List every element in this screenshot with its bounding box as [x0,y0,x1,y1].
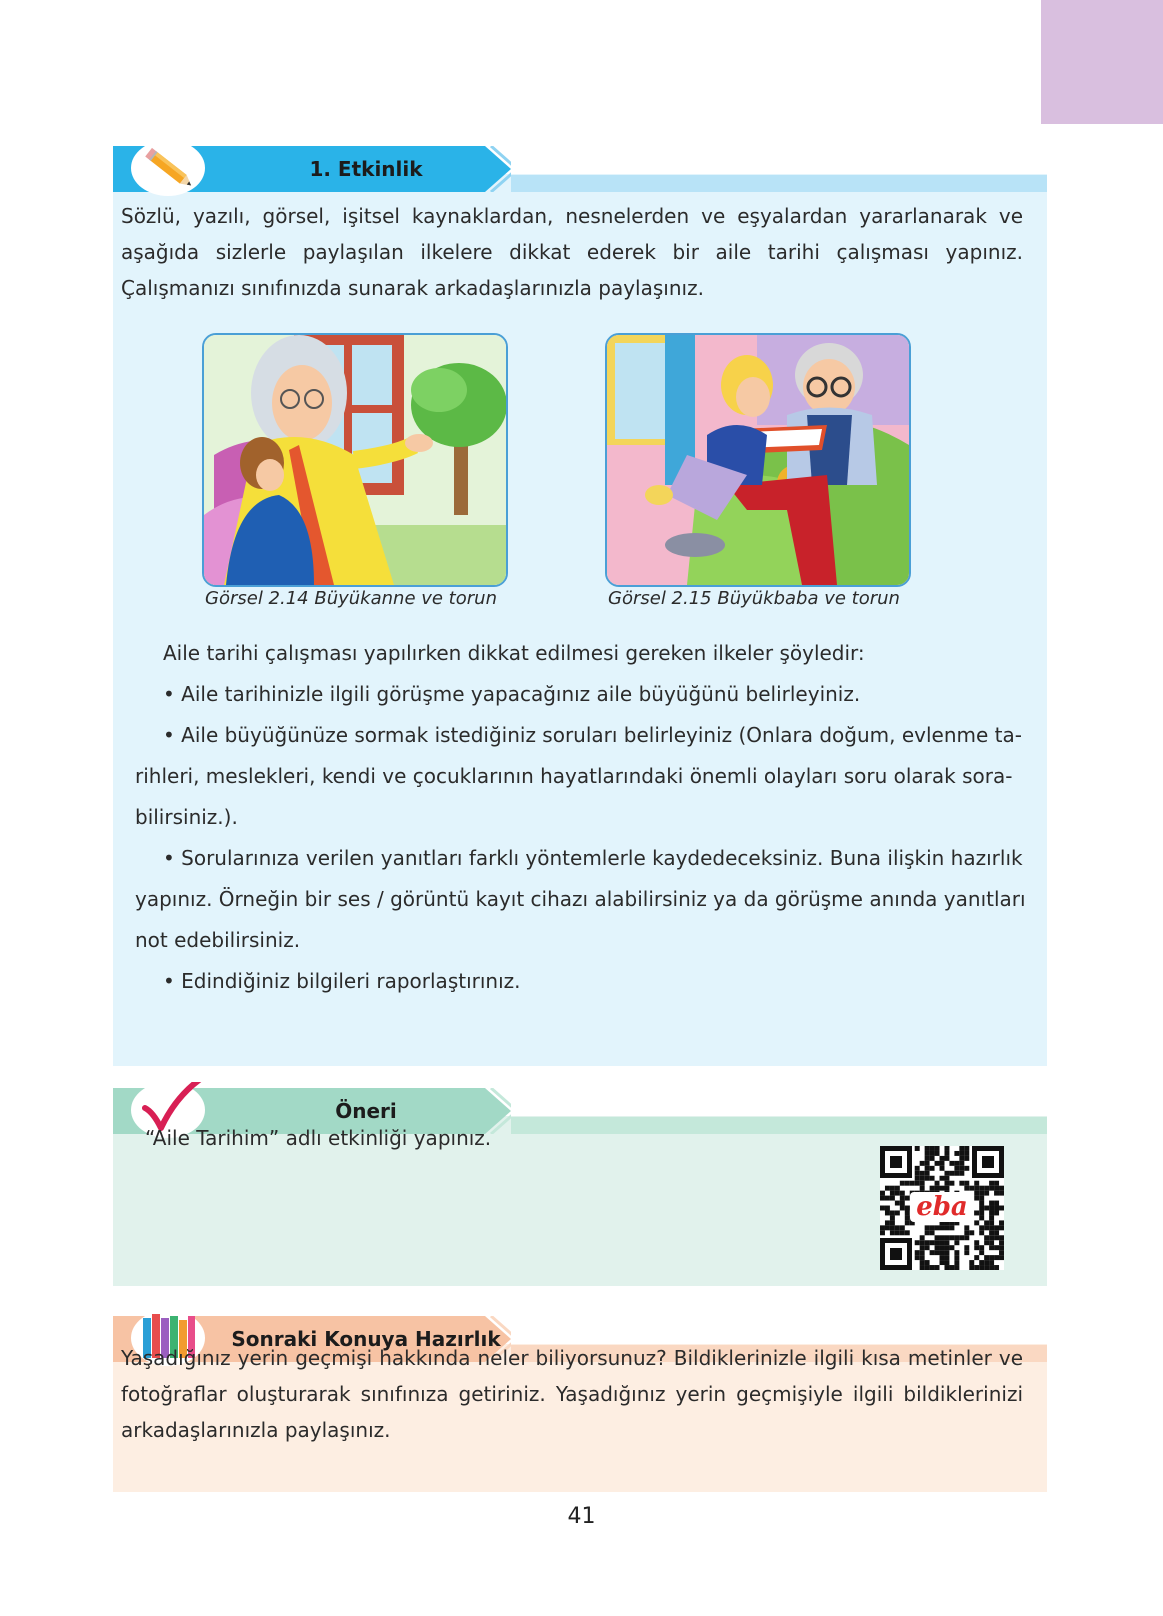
rule-line: • Sorularınıza verilen yanıtları farklı yöntemlerle kaydedeceksiniz. Buna ilişkin hazırlık [163,846,1023,870]
next-topic-title: Sonraki Konuya Hazırlık [231,1327,501,1351]
activity-header-stripe [511,175,1047,192]
figure-1-caption: Görsel 2.14 Büyükanne ve torun [205,588,497,609]
corner-tab [1041,0,1163,124]
activity-section [113,146,1047,1066]
suggestion-title: Öneri [335,1099,397,1123]
page-number: 41 [567,1504,596,1529]
activity-intro: Sözlü, yazılı, görsel, işitsel kaynaklardan, nesnelerden ve eşyalardan yararlanarak ve aşağıda sizlerle paylaşılan ilkelere dikkat ederek bir aile tarihi çalışması yapınız. Çalışmanızı sınıfınızda sunarak arkadaşlarınızla paylaşınız. [121,204,1023,300]
figure-2-caption: Görsel 2.15 Büyükbaba ve torun [608,588,900,609]
suggestion-section [113,1088,1047,1286]
rule-line: not edebilirsiniz. [135,928,301,952]
next-topic-section [113,1316,1047,1492]
eba-logo: eba [910,1192,974,1222]
rule-line: • Aile büyüğünüze sormak istediğiniz soruları belirleyiniz (Onlara doğum, evlenme ta- [163,723,1022,747]
figure-grandmother-and-grandson [202,333,508,587]
rule-line: • Aile tarihinizle ilgili görüşme yapacağınız aile büyüğünü belirleyiniz. [163,682,861,706]
figure-grandfather-and-granddaughter [605,333,911,587]
activity-title: 1. Etkinlik [309,157,423,181]
next-topic-text: Yaşadığınız yerin geçmişi hakkında neler biliyorsunuz? Bildiklerinizle ilgili kısa metinler ve fotoğraflar oluşturarak sınıfınıza getiriniz. Yaşadığınız yerin geçmişiyle ilgili bildiklerinizi arkadaşlarınızla paylaşınız. [121,1346,1023,1442]
rules-intro: Aile tarihi çalışması yapılırken dikkat edilmesi gereken ilkeler şöyledir: [163,641,865,665]
rule-line: yapınız. Örneğin bir ses / görüntü kayıt cihazı alabilirsiniz ya da görüşme anında yanıtları [135,887,1026,911]
qr-code[interactable] [880,1146,1004,1270]
suggestion-text: “Aile Tarihim” adlı etkinliği yapınız. [145,1126,492,1150]
rule-line: bilirsiniz.). [135,805,238,829]
pencil-icon [131,140,205,196]
rule-line: rihleri, meslekleri, kendi ve çocuklarının hayatlarındaki önemli olayları soru olarak sora- [135,764,1013,788]
rule-line: • Edindiğiniz bilgileri raporlaştırınız. [163,969,521,993]
